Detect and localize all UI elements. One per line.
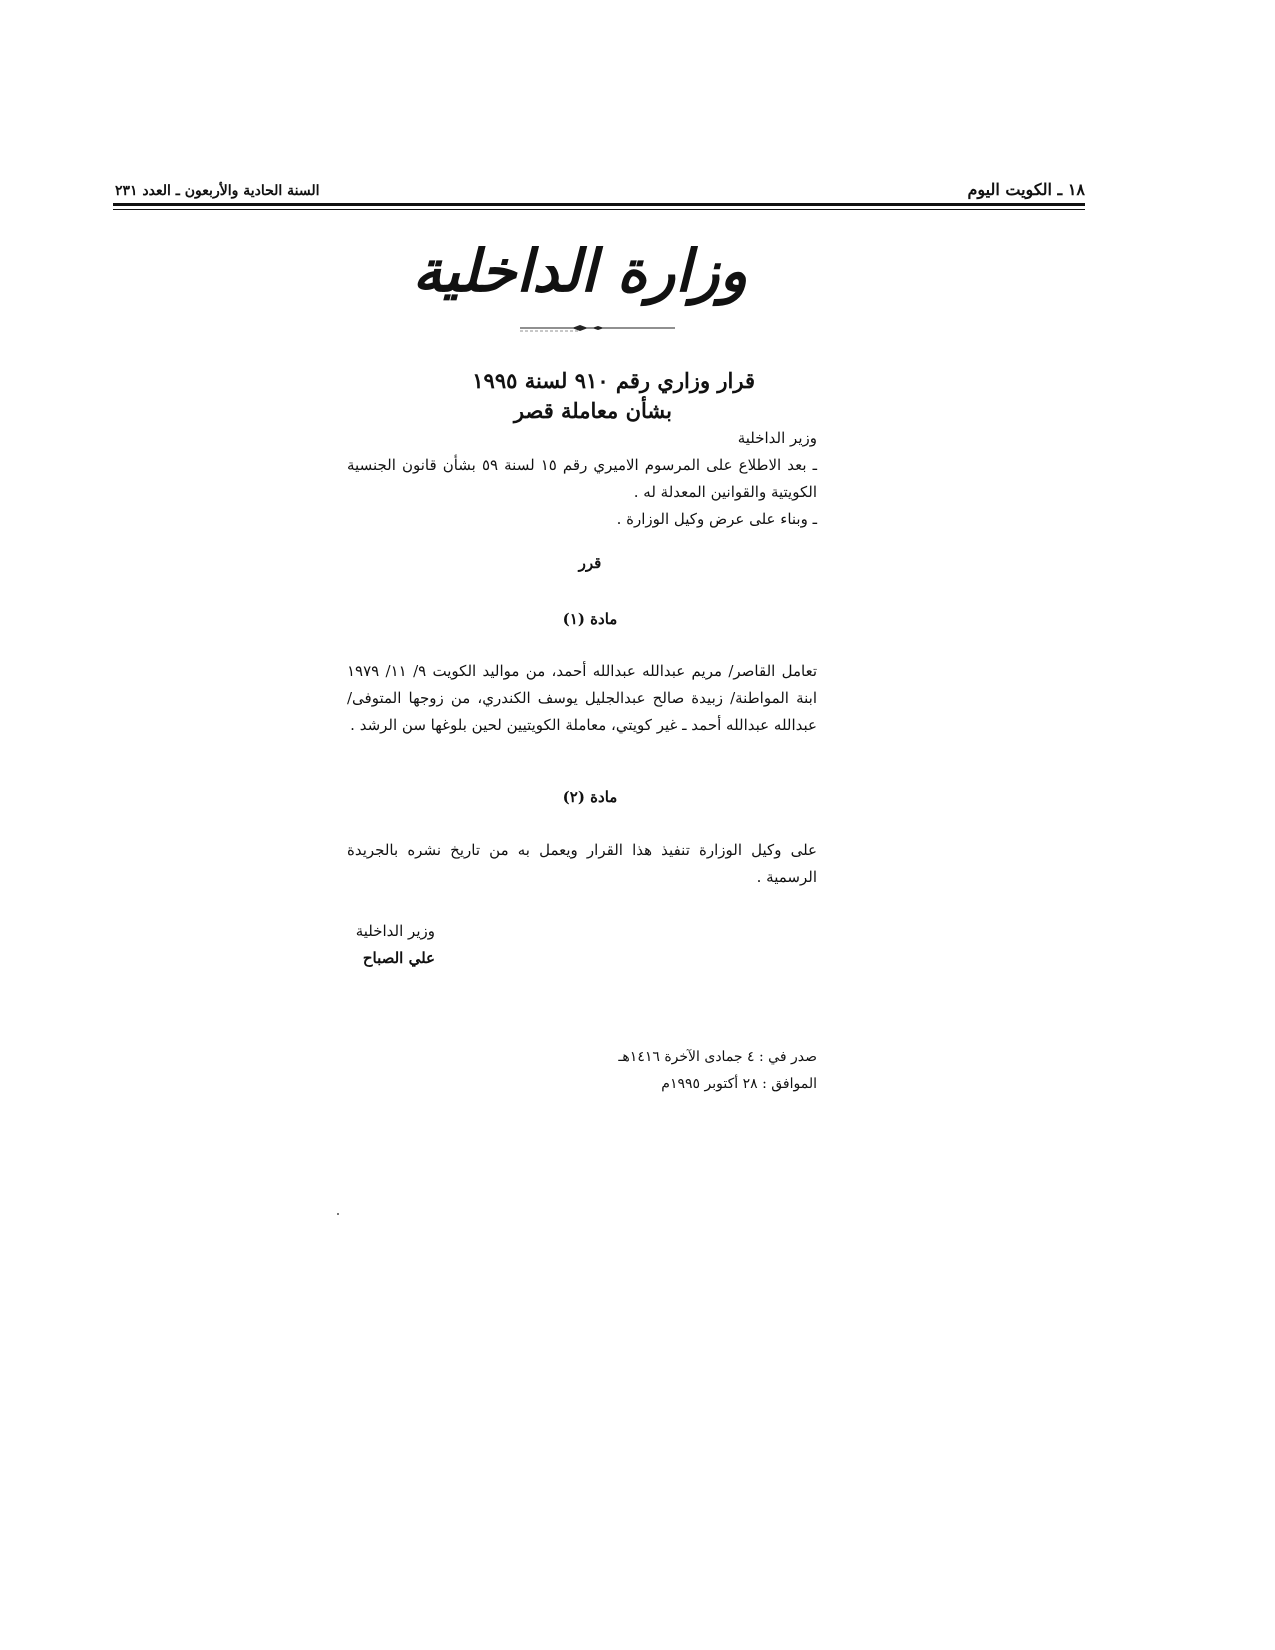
preamble-clause: ـ وبناء على عرض وكيل الوزارة .: [616, 510, 817, 528]
ministry-title: وزارة الداخلية: [412, 237, 748, 305]
article-text: على وكيل الوزارة تنفيذ هذا القرار ويعمل به من تاريخ نشره بالجريدة الرسمية .: [347, 841, 817, 886]
gregorian-date: الموافق : ٢٨ أكتوبر ١٩٩٥م: [661, 1076, 817, 1092]
hijri-date: صدر في : ٤ جمادى الآخرة ١٤١٦هـ: [618, 1049, 817, 1065]
header-rule-thick: [113, 203, 1085, 206]
page-number-and-publication: ١٨ ـ الكويت اليوم: [967, 180, 1085, 199]
decision-subtitle: بشأن معاملة قصر: [513, 398, 672, 423]
article-heading: مادة (٢): [562, 788, 618, 806]
scan-speck: [337, 1213, 339, 1215]
preamble-clause: ـ بعد الاطلاع على المرسوم الاميري رقم ١٥ لسنة ٥٩ بشأن قانون الجنسية الكويتية والقوانين المعدلة له .: [347, 456, 817, 501]
article-text: تعامل القاصر/ مريم عبدالله عبدالله أحمد، من مواليد الكويت ٩/ ١١/ ١٩٧٩ ابنة المواطنة/ زبيدة صالح عبدالجليل يوسف الكندري، من زوجها المتوفى/ عبدالله عبدالله أحمد ـ غير كويتي، معاملة الكويتيين لحين بلوغها سن الرشد .: [347, 662, 818, 734]
signatory-name: علي الصباح: [362, 949, 435, 967]
decision-title: قرار وزاري رقم ٩١٠ لسنة ١٩٩٥: [472, 368, 755, 393]
decided-heading: قرر: [578, 554, 602, 572]
header-rule-thin: [113, 209, 1085, 210]
ornament-divider: [520, 322, 675, 334]
signatory-role: وزير الداخلية: [355, 922, 435, 940]
issuer: وزير الداخلية: [737, 429, 817, 447]
article-heading: مادة (١): [562, 610, 618, 628]
signature-block: [356, 918, 435, 972]
preamble: [347, 425, 817, 533]
issue-info: السنة الحادية والأربعون ـ العدد ٢٣١: [115, 183, 320, 199]
issue-dates: [618, 1044, 817, 1098]
